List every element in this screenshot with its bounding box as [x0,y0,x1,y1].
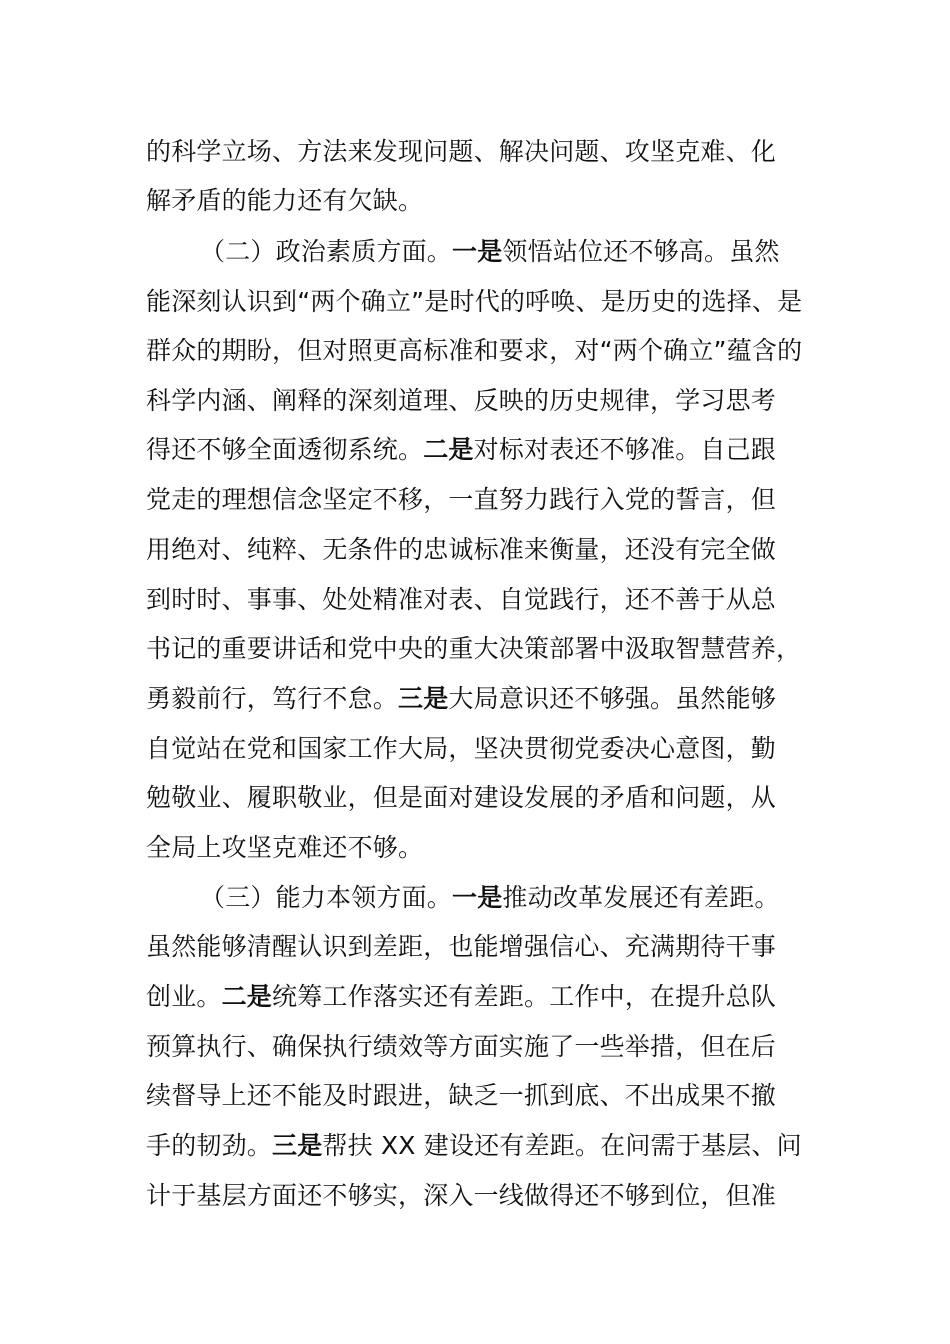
text-line: 续督导上还不能及时跟进，缺乏一抓到底、不出成果不撤 [146,1081,777,1110]
text-line: （三）能力本领方面。一是推动改革发展还有差距。 [200,883,780,912]
text-line: 创业。二是统筹工作落实还有差距。工作中，在提升总队 [146,982,777,1011]
text-line: 计于基层方面还不够实，深入一线做得还不够到位，但准 [146,1181,777,1210]
text-line: 虽然能够清醒认识到差距，也能增强信心、充满期待干事 [146,932,777,961]
text-line: 科学内涵、阐释的深刻道理、反映的历史规律，学习思考 [146,386,777,415]
text-line: 用绝对、纯粹、无条件的忠诚标准来衡量，还没有完全做 [146,535,777,564]
text-line: 勇毅前行，笃行不怠。三是大局意识还不够强。虽然能够 [146,684,777,713]
text-line: 到时时、事事、处处精准对表、自觉践行，还不善于从总 [146,585,777,614]
text-line: 群众的期盼，但对照更高标准和要求，对“两个确立”蕴含的 [146,336,803,365]
text-line: 预算执行、确保执行绩效等方面实施了一些举措，但在后 [146,1032,777,1061]
text-line: 党走的理想信念坚定不移，一直努力践行入党的誓言，但 [146,485,777,514]
text-line: 的科学立场、方法来发现问题、解决问题、攻坚克难、化 [146,137,777,166]
text-line: 书记的重要讲话和党中央的重大决策部署中汲取智慧营养， [146,634,802,663]
text-line: （二）政治素质方面。一是领悟站位还不够高。虽然 [200,237,780,266]
text-line: 得还不够全面透彻系统。二是对标对表还不够准。自己跟 [146,435,777,464]
text-line: 解矛盾的能力还有欠缺。 [146,186,424,215]
text-line: 能深刻认识到“两个确立”是时代的呼唤、是历史的选择、是 [146,287,803,316]
text-line: 自觉站在党和国家工作大局，坚决贯彻党委决心意图，勤 [146,734,777,763]
text-line: 全局上攻坚克难还不够。 [146,833,424,862]
text-line: 勉敬业、履职敬业，但是面对建设发展的矛盾和问题，从 [146,783,777,812]
text-line: 手的韧劲。三是帮扶 XX 建设还有差距。在问需于基层、问 [146,1131,802,1160]
